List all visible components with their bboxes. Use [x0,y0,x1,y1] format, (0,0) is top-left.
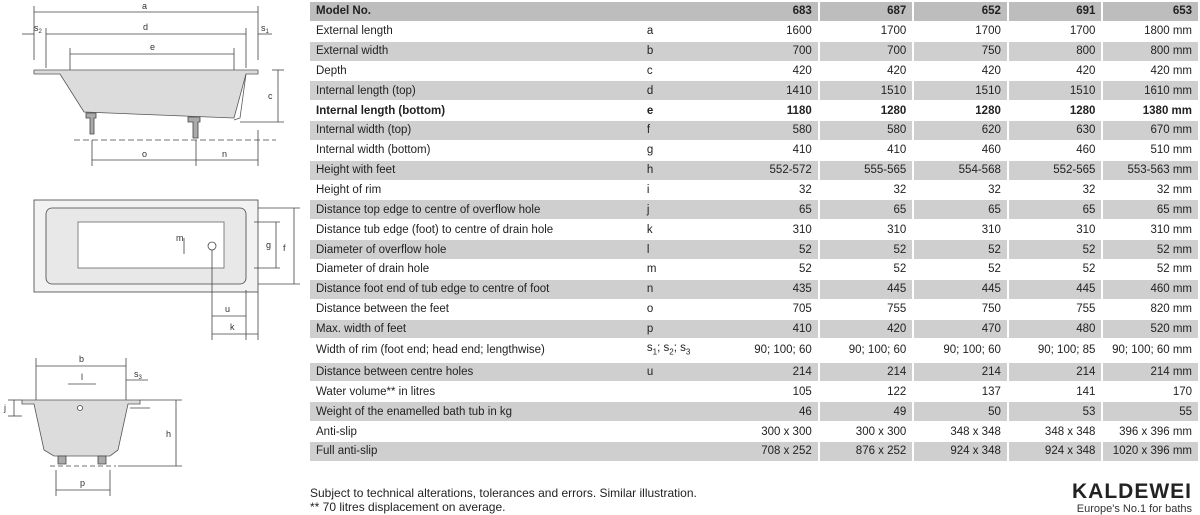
row-value: 49 [818,402,913,422]
row-value: 32 [818,181,913,201]
row-value: 52 [912,240,1007,260]
row-value: 310 [818,220,913,240]
row-value: 750 [912,42,1007,62]
label-p: p [80,478,86,488]
row-value: 52 [912,260,1007,280]
row-label: Water volume** in litres [310,382,639,402]
row-value: 480 [1007,320,1102,340]
row-value: 755 [1007,300,1102,320]
table-row [310,62,1198,82]
row-value: 420 [725,62,818,82]
row-value: 445 [818,280,913,300]
table-row [310,141,1198,161]
row-value: 214 [818,363,913,383]
label-u: u [225,304,231,314]
footnotes [310,486,697,514]
header-model: 652 [912,2,1007,22]
table-row [310,121,1198,141]
row-symbol [639,382,725,402]
header-model: 683 [725,2,818,22]
label-l: l [81,372,83,382]
row-value: 1180 [725,101,818,121]
row-label: Internal width (bottom) [310,141,639,161]
label-c: c [268,91,273,101]
row-label: Diameter of drain hole [310,260,639,280]
row-value: 755 [818,300,913,320]
table-row [310,181,1198,201]
row-value: 52 [1007,260,1102,280]
label-a: a [142,1,148,11]
row-value: 105 [725,382,818,402]
table-row [310,280,1198,300]
row-value: 52 [725,240,818,260]
row-value: 520 mm [1101,320,1198,340]
row-label: Internal length (bottom) [310,101,639,121]
row-label: Depth [310,62,639,82]
row-value: 445 [1007,280,1102,300]
label-m: m [176,233,184,243]
row-value: 924 x 348 [1007,442,1102,462]
row-symbol: o [639,300,725,320]
row-value: 552-572 [725,161,818,181]
row-value: 708 x 252 [725,442,818,462]
row-value: 420 [818,62,913,82]
row-value: 90; 100; 60 [725,339,818,362]
row-value: 1510 [818,81,913,101]
table-row [310,240,1198,260]
spec-table [310,2,1198,462]
row-value: 52 mm [1101,240,1198,260]
row-label: Internal width (top) [310,121,639,141]
label-e: e [150,42,156,52]
row-symbol: a [639,22,725,42]
row-value: 924 x 348 [912,442,1007,462]
technical-drawings [0,0,305,514]
row-value: 32 [725,181,818,201]
row-symbol: k [639,220,725,240]
row-value: 214 [912,363,1007,383]
table-row [310,382,1198,402]
row-value: 310 [1007,220,1102,240]
row-value: 52 [818,260,913,280]
row-value: 122 [818,382,913,402]
row-label: Max. width of feet [310,320,639,340]
label-o: o [142,149,148,159]
row-value: 460 mm [1101,280,1198,300]
row-value: 90; 100; 60 mm [1101,339,1198,362]
row-value: 460 [912,141,1007,161]
row-label: Height of rim [310,181,639,201]
row-symbol: n [639,280,725,300]
row-symbol [639,442,725,462]
row-value: 65 [1007,200,1102,220]
row-value: 580 [818,121,913,141]
row-value: 214 [1007,363,1102,383]
row-value: 90; 100; 60 [818,339,913,362]
row-value: 705 [725,300,818,320]
table-row [310,320,1198,340]
row-value: 700 [818,42,913,62]
row-value: 32 [1007,181,1102,201]
row-value: 410 [725,320,818,340]
row-value: 750 [912,300,1007,320]
row-value: 52 [818,240,913,260]
row-label: Anti-slip [310,422,639,442]
table-row [310,101,1198,121]
row-value: 876 x 252 [818,442,913,462]
row-value: 553-563 mm [1101,161,1198,181]
row-value: 470 [912,320,1007,340]
row-value: 348 x 348 [1007,422,1102,442]
row-label: Distance top edge to centre of overflow hole [310,200,639,220]
label-j: j [4,403,6,413]
label-n: n [222,149,228,159]
row-value: 700 [725,42,818,62]
row-value: 46 [725,402,818,422]
row-value: 1280 [912,101,1007,121]
row-value: 90; 100; 60 [912,339,1007,362]
row-value: 310 [912,220,1007,240]
brand-logo [1072,481,1192,515]
label-f: f [283,243,286,253]
row-value: 396 x 396 mm [1101,422,1198,442]
row-value: 52 [1007,240,1102,260]
row-value: 620 [912,121,1007,141]
row-symbol: h [639,161,725,181]
row-value: 1510 [1007,81,1102,101]
table-row [310,22,1198,42]
row-value: 55 [1101,402,1198,422]
brand-tagline: Europe's No.1 for baths [1076,503,1192,515]
row-value: 50 [912,402,1007,422]
row-value: 580 [725,121,818,141]
row-value: 1280 [818,101,913,121]
row-value: 554-568 [912,161,1007,181]
row-value: 1410 [725,81,818,101]
row-symbol: e [639,101,725,121]
row-value: 300 x 300 [818,422,913,442]
row-value: 348 x 348 [912,422,1007,442]
row-value: 420 [1007,62,1102,82]
table-row [310,300,1198,320]
row-label: Distance between centre holes [310,363,639,383]
table-row [310,402,1198,422]
row-value: 1280 [1007,101,1102,121]
table-row [310,161,1198,181]
label-s1: $s_1$ [261,23,269,35]
label-s2: $s_2$ [34,23,42,35]
row-value: 420 mm [1101,62,1198,82]
table-header-row [310,2,1198,22]
row-label: Diameter of overflow hole [310,240,639,260]
table-row [310,220,1198,240]
row-value: 214 mm [1101,363,1198,383]
header-label: Model No. [310,2,639,22]
row-value: 137 [912,382,1007,402]
row-label: Internal length (top) [310,81,639,101]
header-symbol [639,2,725,22]
label-g: g [266,240,272,250]
row-symbol [639,402,725,422]
label-h: h [166,429,172,439]
table-row [310,442,1198,462]
row-symbol: $s_1$; $s_2$; $s_3$ [639,339,725,362]
row-value: 65 [912,200,1007,220]
row-value: 410 [818,141,913,161]
header-model: 653 [1101,2,1198,22]
row-value: 410 [725,141,818,161]
row-value: 1380 mm [1101,101,1198,121]
row-label: Distance between the feet [310,300,639,320]
row-value: 460 [1007,141,1102,161]
label-k: k [230,322,235,332]
table-row [310,363,1198,383]
row-label: Width of rim (foot end; head end; lengthwise) [310,339,639,362]
row-value: 1700 [818,22,913,42]
row-symbol: m [639,260,725,280]
row-value: 141 [1007,382,1102,402]
header-model: 691 [1007,2,1102,22]
row-value: 435 [725,280,818,300]
label-d: d [143,22,149,32]
row-label: Distance tub edge (foot) to centre of drain hole [310,220,639,240]
label-s3: $s_3$ [134,369,142,381]
row-value: 32 [912,181,1007,201]
row-value: 670 mm [1101,121,1198,141]
row-value: 170 [1101,382,1198,402]
table-row [310,42,1198,62]
row-value: 800 [1007,42,1102,62]
row-value: 1610 mm [1101,81,1198,101]
row-value: 445 [912,280,1007,300]
row-value: 65 [725,200,818,220]
row-value: 32 mm [1101,181,1198,201]
table-row [310,339,1198,362]
row-label: External length [310,22,639,42]
row-value: 1600 [725,22,818,42]
row-value: 300 x 300 [725,422,818,442]
table-row [310,422,1198,442]
row-symbol: d [639,81,725,101]
row-value: 1510 [912,81,1007,101]
brand-name: KALDEWEI [1072,480,1192,503]
row-symbol: p [639,320,725,340]
row-label: External width [310,42,639,62]
row-symbol: f [639,121,725,141]
row-value: 1700 [1007,22,1102,42]
header-model: 687 [818,2,913,22]
row-symbol [639,422,725,442]
row-symbol: u [639,363,725,383]
row-value: 52 mm [1101,260,1198,280]
row-label: Height with feet [310,161,639,181]
row-value: 552-565 [1007,161,1102,181]
row-symbol: j [639,200,725,220]
table-row [310,200,1198,220]
footnote-disclaimer: Subject to technical alterations, tolerances and errors. Similar illustration. [310,486,697,500]
table-row [310,81,1198,101]
label-b: b [79,354,85,364]
row-value: 52 [725,260,818,280]
row-value: 510 mm [1101,141,1198,161]
row-value: 1700 [912,22,1007,42]
row-value: 65 [818,200,913,220]
row-value: 420 [912,62,1007,82]
row-symbol: c [639,62,725,82]
row-value: 1800 mm [1101,22,1198,42]
row-label: Full anti-slip [310,442,639,462]
row-value: 1020 x 396 mm [1101,442,1198,462]
row-value: 820 mm [1101,300,1198,320]
row-value: 310 [725,220,818,240]
row-symbol: b [639,42,725,62]
row-symbol: i [639,181,725,201]
footnote-displacement: ** 70 litres displacement on average. [310,500,506,514]
row-value: 214 [725,363,818,383]
row-label: Weight of the enamelled bath tub in kg [310,402,639,422]
row-value: 53 [1007,402,1102,422]
row-value: 630 [1007,121,1102,141]
row-value: 420 [818,320,913,340]
row-label: Distance foot end of tub edge to centre of foot [310,280,639,300]
row-value: 65 mm [1101,200,1198,220]
row-value: 555-565 [818,161,913,181]
row-symbol: g [639,141,725,161]
row-value: 310 mm [1101,220,1198,240]
row-value: 90; 100; 85 [1007,339,1102,362]
table-row [310,260,1198,280]
row-symbol: l [639,240,725,260]
row-value: 800 mm [1101,42,1198,62]
